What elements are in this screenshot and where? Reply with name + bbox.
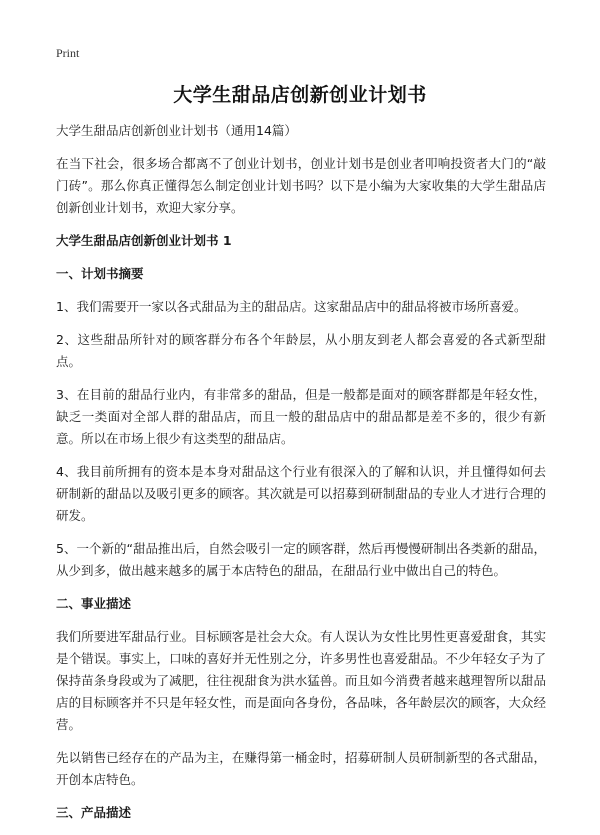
business-paragraph: 先以销售已经存在的产品为主，在赚得第一桶金时，招募研制人员研制新型的各式甜品，开创本店特色。 [56,750,546,787]
summary-item: 4、我目前所拥有的资本是本身对甜品这个行业有很深入的了解和认识，并且懂得如何去研制新的甜品以及吸引更多的顾客。其次就是可以招募到研制甜品的专业人才进行合理的研发。 [56,464,546,523]
page-title: 大学生甜品店创新创业计划书 [173,84,427,106]
section-heading-summary: 一、计划书摘要 [56,266,144,281]
summary-item: 5、一个新的“甜品推出后，自然会吸引一定的顾客群，然后再慢慢研制出各类新的甜品，从少到多，做出越来越多的属于本店特色的甜品，在甜品行业中做出自己的特色。 [56,541,546,578]
print-label[interactable]: Print [56,46,80,60]
intro-paragraph: 在当下社会，很多场合都离不了创业计划书，创业计划书是创业者叩响投资者大门的“敲门砖”。那么你真正懂得怎么制定创业计划书吗？以下是小编为大家收集的大学生甜品店创新创业计划书，欢迎大家分享。 [56,156,546,215]
business-paragraph: 我们所要进军甜品行业。目标顾客是社会大众。有人误认为女性比男性更喜爱甜食，其实是个错误。事实上，口味的喜好并无性别之分，许多男性也喜爱甜品。不少年轻女子为了保持苗条身段或为了减肥，往往视甜食为洪水猛兽。而且如今消费者越来越理智所以甜品店的目标顾客并不只是年轻女性，而是面向各身份，各品味，各年龄层次的顾客，大众经营。 [56,629,546,732]
section-heading-product: 三、产品描述 [56,805,132,820]
summary-item: 1、我们需要开一家以各式甜品为主的甜品店。这家甜品店中的甜品将被市场所喜爱。 [56,299,527,314]
plan-heading: 大学生甜品店创新创业计划书 1 [56,233,232,248]
document-body [56,120,546,835]
summary-item: 3、在目前的甜品行业内，有非常多的甜品，但是一般都是面对的顾客群都是年轻女性，缺乏一类面对全部人群的甜品店，而且一般的甜品店中的甜品都是差不多的，很少有新意。所以在市场上很少有这类型的甜品店。 [56,387,546,446]
subtitle: 大学生甜品店创新创业计划书（通用14篇） [56,123,297,138]
section-heading-business: 二、事业描述 [56,596,132,611]
summary-item: 2、这些甜品所针对的顾客群分布各个年龄层，从小朋友到老人都会喜爱的各式新型甜点。 [56,332,546,369]
